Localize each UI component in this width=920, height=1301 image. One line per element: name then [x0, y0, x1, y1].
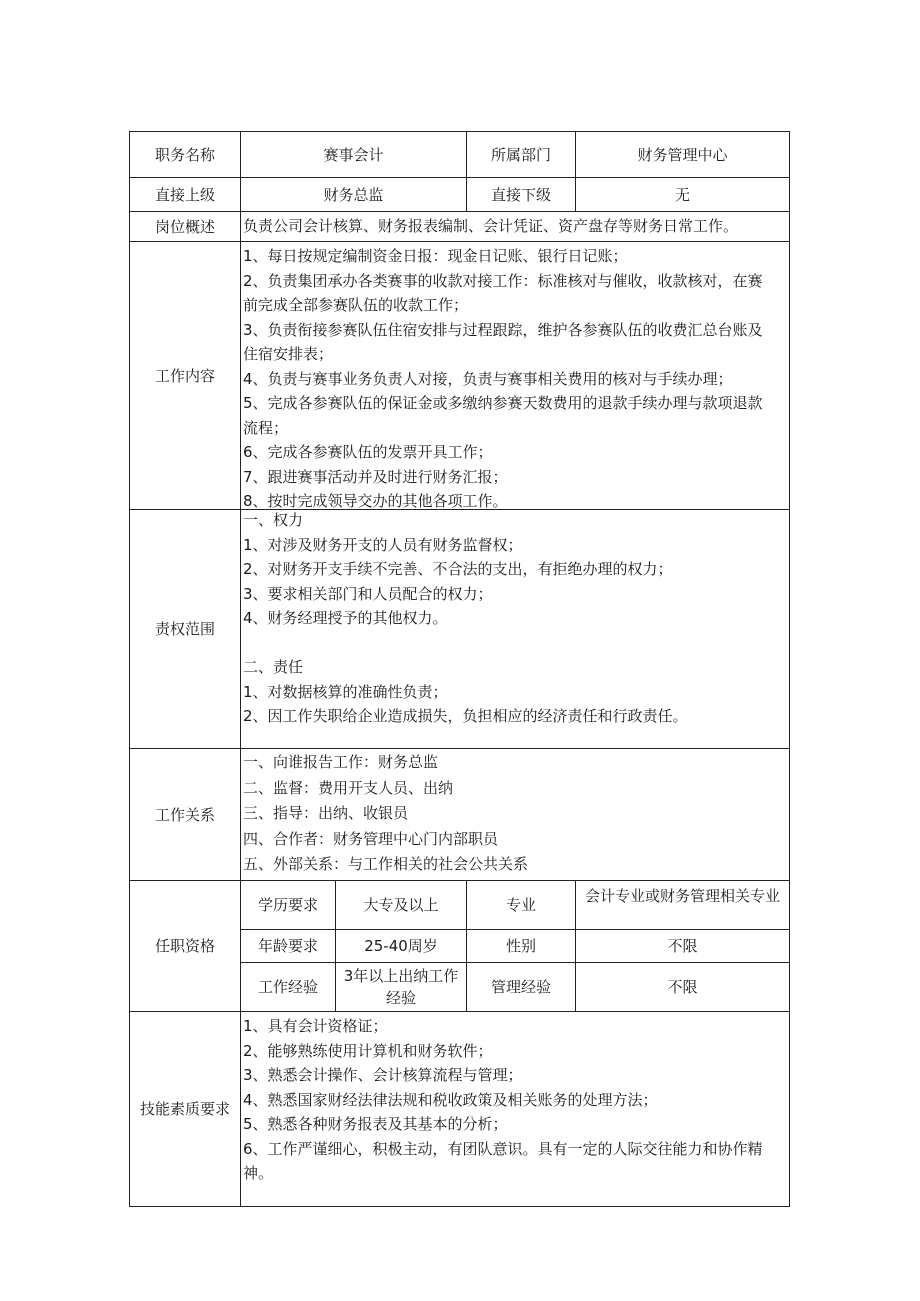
mgmt-experience-label: 管理经验 — [490, 978, 551, 996]
authority-line: 1、对涉及财务开支的人员有财务监督权； — [243, 535, 523, 554]
education-label: 学历要求 — [257, 896, 318, 914]
duty-line: 1、每日按规定编制资金日报：现金日记账、银行日记账； — [243, 247, 628, 265]
table-border-bottom — [129, 1206, 790, 1207]
duties-list — [243, 244, 787, 509]
authority-list — [243, 508, 787, 748]
skill-line: 神。 — [243, 1164, 274, 1182]
authority-line — [243, 631, 787, 656]
skill-line: 6、工作严谨细心，积极主动，有团队意识。具有一定的人际交往能力和协作精 — [243, 1139, 763, 1158]
gender-value: 不限 — [667, 937, 698, 955]
authority-line: 二、责任 — [243, 658, 304, 676]
skill-line: 3、熟悉会计操作、会计核算流程与管理； — [243, 1066, 523, 1084]
relation-line: 三、指导：出纳、收银员 — [243, 804, 409, 822]
relation-line: 一、向谁报告工作：财务总监 — [243, 753, 439, 771]
superior-label: 直接上级 — [154, 185, 215, 204]
relation-line: 二、监督：费用开支人员、出纳 — [243, 778, 454, 797]
relation-line: 五、外部关系：与工作相关的社会公共关系 — [243, 855, 529, 873]
age-label: 年龄要求 — [257, 937, 318, 955]
gender-label: 性别 — [505, 937, 536, 955]
duty-line: 前完成全部参赛队伍的收款工作； — [243, 296, 469, 314]
duty-line: 4、负责与赛事业务负责人对接，负责与赛事相关费用的核对与手续办理； — [243, 369, 733, 388]
age-value: 25-40周岁 — [364, 937, 438, 955]
experience-value-line: 经验 — [385, 989, 416, 1007]
experience-label: 工作经验 — [257, 978, 318, 996]
authority-line: 2、因工作失职给企业造成损失，负担相应的经济责任和行政责任。 — [243, 707, 688, 725]
duty-line: 住宿安排表； — [243, 345, 334, 363]
post-name-value: 赛事会计 — [323, 145, 384, 164]
skill-line: 5、熟悉各种财务报表及其基本的分析； — [243, 1115, 508, 1133]
relation-line: 四、合作者：财务管理中心门内部职员 — [243, 829, 499, 848]
duty-line: 流程； — [243, 418, 289, 437]
table-border-right — [789, 131, 790, 1207]
duty-line: 6、完成各参赛队伍的发票开具工作； — [243, 443, 493, 461]
skills-label: 技能素质要求 — [139, 1100, 230, 1118]
skills-list — [243, 1014, 787, 1204]
label-column-divider — [240, 131, 241, 1207]
authority-label: 责权范围 — [154, 620, 215, 638]
authority-line: 一、权力 — [243, 511, 304, 529]
qualifications-label: 任职资格 — [154, 937, 215, 955]
major-value: 会计专业或财务管理相关专业 — [584, 887, 780, 905]
subordinate-value: 无 — [674, 185, 690, 204]
subordinate-label: 直接下级 — [490, 185, 551, 204]
relations-list — [243, 750, 787, 880]
authority-line: 4、财务经理授予的其他权力。 — [243, 609, 448, 627]
relations-label: 工作关系 — [154, 805, 215, 824]
authority-line: 1、对数据核算的准确性负责； — [243, 682, 448, 701]
duty-line: 2、负责集团承办各类赛事的收款对接工作：标准核对与催收，收款核对，在赛 — [243, 271, 763, 290]
duty-line: 5、完成各参赛队伍的保证金或多缴纳参赛天数费用的退款手续办理与款项退款 — [243, 394, 763, 412]
duty-line: 7、跟进赛事活动并及时进行财务汇报； — [243, 467, 508, 486]
major-label: 专业 — [505, 896, 536, 914]
skill-line: 2、能够熟练使用计算机和财务软件； — [243, 1041, 493, 1060]
authority-line: 3、要求相关部门和人员配合的权力； — [243, 584, 493, 603]
mgmt-experience-value: 不限 — [667, 978, 698, 996]
department-value: 财务管理中心 — [637, 145, 728, 164]
authority-line: 2、对财务开支手续不完善、不合法的支出，有拒绝办理的权力； — [243, 560, 673, 578]
overview-label: 岗位概述 — [154, 217, 215, 236]
department-label: 所属部门 — [490, 145, 551, 164]
education-value: 大专及以上 — [363, 896, 439, 914]
skill-line: 4、熟悉国家财经法律法规和税收政策及相关账务的处理方法； — [243, 1090, 658, 1109]
duties-label: 工作内容 — [154, 366, 215, 385]
overview-text: 负责公司会计核算、财务报表编制、会计凭证、资产盘存等财务日常工作。 — [243, 217, 739, 235]
experience-value-line: 3年以上出纳工作 — [343, 967, 459, 985]
duty-line: 8、按时完成领导交办的其他各项工作。 — [243, 492, 508, 509]
post-name-label: 职务名称 — [154, 145, 215, 164]
superior-value: 财务总监 — [323, 185, 384, 204]
experience-value — [336, 963, 466, 1011]
skill-line: 1、具有会计资格证； — [243, 1017, 388, 1035]
duty-line: 3、负责衔接参赛队伍住宿安排与过程跟踪，维护各参赛队伍的收费汇总台账及 — [243, 320, 763, 339]
